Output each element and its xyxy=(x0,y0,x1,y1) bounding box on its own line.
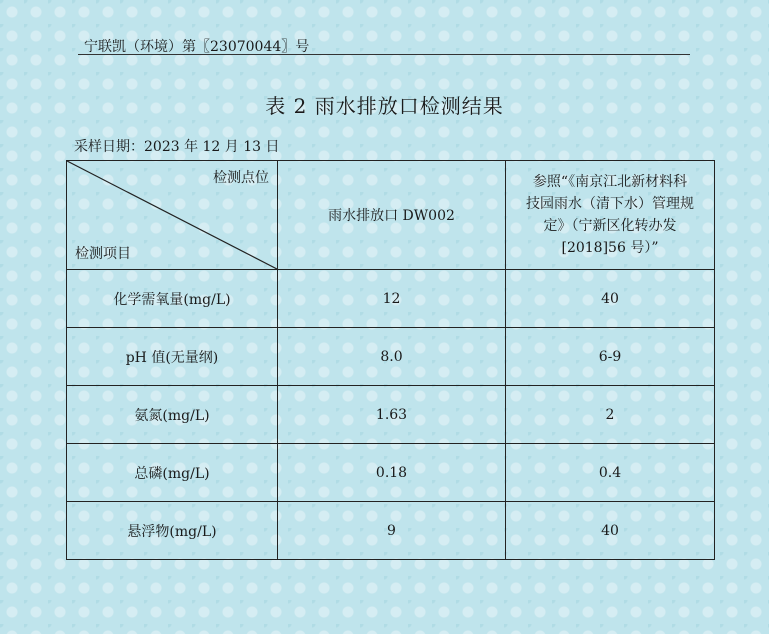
item-cell: 悬浮物(mg/L) xyxy=(67,502,278,560)
site-column-header: 雨水排放口 DW002 xyxy=(278,161,506,270)
corner-bottom-label: 检测项目 xyxy=(75,246,131,262)
reference-column-header xyxy=(506,161,715,270)
limit-cell: 40 xyxy=(506,270,715,328)
limit-cell: 2 xyxy=(506,386,715,444)
value-cell: 0.18 xyxy=(278,444,506,502)
reference-line: 参照“《南京江北新材料科 xyxy=(532,174,688,190)
results-table xyxy=(66,160,715,560)
table-title: 表 2 雨水排放口检测结果 xyxy=(265,94,504,118)
corner-top-label: 检测点位 xyxy=(213,170,269,186)
reference-line: 定》（宁新区化转办发 xyxy=(543,218,677,234)
corner-cell xyxy=(67,161,278,270)
table-row xyxy=(67,444,715,502)
limit-cell: 0.4 xyxy=(506,444,715,502)
limit-cell: 6-9 xyxy=(506,328,715,386)
table-row xyxy=(67,270,715,328)
header-rule xyxy=(78,54,690,55)
value-cell: 8.0 xyxy=(278,328,506,386)
table-row xyxy=(67,328,715,386)
item-cell: 总磷(mg/L) xyxy=(67,444,278,502)
limit-cell: 40 xyxy=(506,502,715,560)
value-cell: 1.63 xyxy=(278,386,506,444)
reference-line: 技园雨水（清下水）管理规 xyxy=(526,196,694,212)
table-row xyxy=(67,386,715,444)
document-reference: 宁联凯（环境）第〖23070044〗号 xyxy=(84,39,310,55)
value-cell: 9 xyxy=(278,502,506,560)
item-cell: 化学需氧量(mg/L) xyxy=(67,270,278,328)
header-row xyxy=(67,161,715,270)
reference-line: [2018]56 号）” xyxy=(561,240,659,256)
value-cell: 12 xyxy=(278,270,506,328)
item-cell: pH 值(无量纲) xyxy=(67,328,278,386)
table-row xyxy=(67,502,715,560)
item-cell: 氨氮(mg/L) xyxy=(67,386,278,444)
sampling-date: 采样日期：2023 年 12 月 13 日 xyxy=(74,139,280,155)
